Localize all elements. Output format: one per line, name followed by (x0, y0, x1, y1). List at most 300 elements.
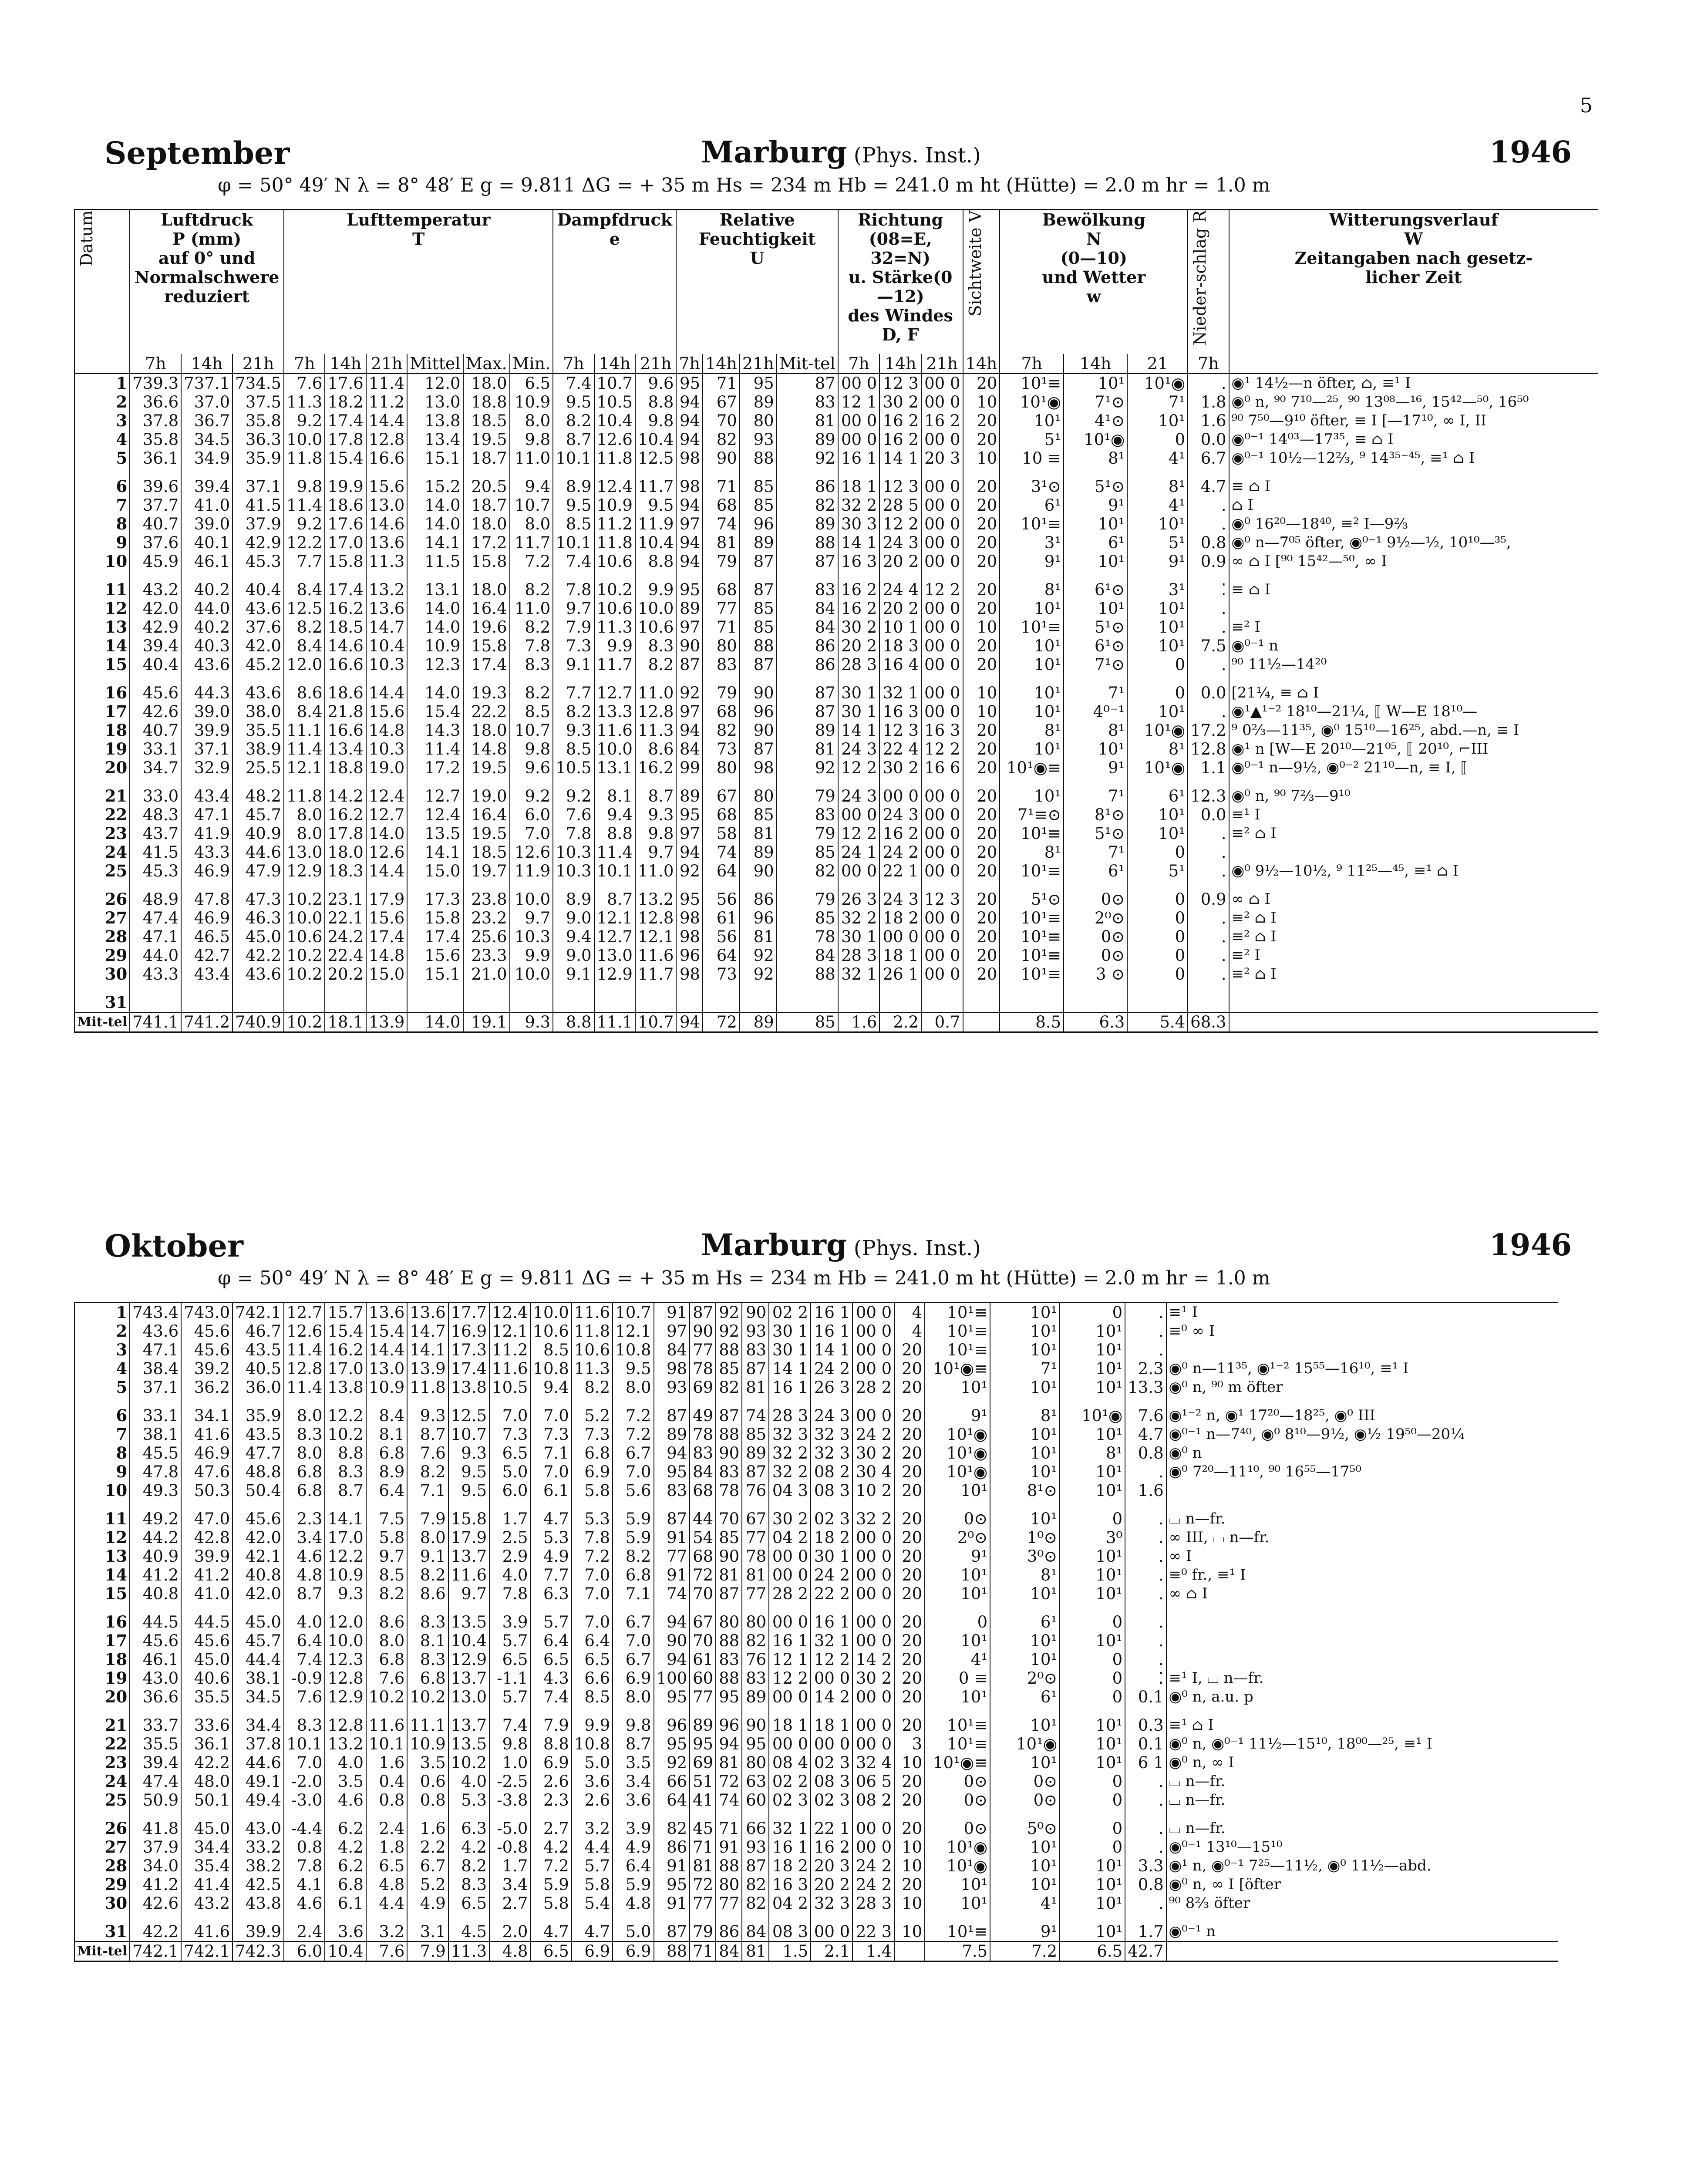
value-cell: 85 (740, 805, 777, 824)
value-cell: 2.3 (530, 1791, 571, 1819)
value-cell: 3 ⊙ (1064, 965, 1127, 993)
value-cell: 43.6 (130, 1322, 181, 1341)
value-cell: 10.6 (594, 552, 635, 580)
value-cell: 97 (676, 618, 703, 637)
value-cell: -4.4 (284, 1819, 325, 1838)
value-cell: 28 3 (838, 655, 880, 684)
value-cell: 14.8 (366, 946, 407, 965)
value-cell: 39.4 (130, 637, 181, 655)
station-parameters: φ = 50° 49′ N λ = 8° 48′ E g = 9.811 ΔG = + 35 m Hs = 234 m Hb = 241.0 m ht (Hütte) = 2.0 m hr = 1.0 m (218, 1267, 1270, 1289)
value-cell: 1.7 (489, 1510, 530, 1528)
value-cell: 42.8 (181, 1528, 232, 1547)
wind-header: Richtung (08=E, 32=N) u. Stärke(0—12) des Windes D, F (838, 210, 963, 354)
value-cell: 08 2 (811, 1463, 852, 1481)
value-cell: 10.5 (553, 758, 594, 787)
value-cell: 11.0 (635, 684, 676, 702)
value-cell: 4.6 (325, 1791, 366, 1819)
value-cell: 4.6 (284, 1547, 325, 1566)
value-cell: 30 1 (769, 1341, 811, 1359)
day-cell: 6 (74, 477, 130, 496)
value-cell: 63 (742, 1772, 769, 1791)
value-cell: 71 (703, 374, 740, 393)
value-cell: 9.5 (448, 1463, 489, 1481)
value-cell: 81 (716, 1753, 742, 1772)
value-cell: 9.8 (613, 1716, 654, 1735)
cloud-header: Bewölkung N (0—10) und Wetter w (1000, 210, 1188, 354)
value-cell: 10¹◉ (925, 1838, 990, 1857)
value-cell: 87 (654, 1922, 690, 1941)
value-cell: 87 (777, 374, 838, 393)
value-cell: 43.6 (232, 965, 284, 993)
value-cell: 22.4 (325, 946, 366, 965)
value-cell: 20 (894, 1650, 925, 1669)
value-cell: 7¹⊙ (1064, 655, 1127, 684)
value-cell: 7.2 (530, 1857, 571, 1875)
value-cell: 12.6 (594, 430, 635, 449)
value-cell: 10.5 (594, 393, 635, 411)
value-cell: 4¹⊙ (1064, 411, 1127, 430)
value-cell: 13.9 (407, 1359, 448, 1378)
mean-cell: 81 (742, 1941, 769, 1961)
value-cell: . (1125, 1528, 1166, 1547)
value-cell: 32 3 (811, 1894, 852, 1922)
value-cell: 5.9 (613, 1510, 654, 1528)
value-cell: 92 (654, 1753, 690, 1772)
value-cell: 68 (703, 805, 740, 824)
month-title: Oktober (104, 1228, 243, 1264)
value-cell: 30 3 (838, 515, 880, 533)
value-cell: 6¹ (990, 1613, 1060, 1631)
value-cell: 10¹ (925, 1481, 990, 1510)
value-cell: 11.1 (407, 1716, 448, 1735)
value-cell: 737.1 (181, 374, 232, 393)
value-cell: 11.8 (284, 449, 325, 477)
value-cell: 10¹≡ (925, 1716, 990, 1735)
value-cell: 13.6 (407, 1303, 448, 1322)
value-cell: 4.2 (448, 1838, 489, 1857)
time-header: 14h (594, 354, 635, 374)
value-cell: 16 1 (811, 1322, 852, 1341)
value-cell: 20 (963, 430, 1000, 449)
value-cell: 13.0 (366, 1359, 407, 1378)
value-cell: 39.4 (130, 1753, 181, 1772)
day-cell: 4 (74, 1359, 130, 1378)
value-cell: 20 (963, 552, 1000, 580)
value-cell (181, 993, 232, 1012)
value-cell: 12 1 (769, 1650, 811, 1669)
value-cell: 17.0 (325, 533, 366, 552)
day-cell: 24 (74, 843, 130, 862)
value-cell: 11.3 (635, 721, 676, 740)
value-cell: 0⊙ (990, 1791, 1060, 1819)
value-cell: 3.6 (325, 1922, 366, 1941)
value-cell: 36.0 (232, 1378, 284, 1406)
value-cell: 18.7 (463, 449, 510, 477)
value-cell: 12.9 (594, 965, 635, 993)
value-cell: 5¹ (1127, 862, 1188, 890)
value-cell: 10¹≡ (925, 1922, 990, 1941)
table-row (74, 1566, 1558, 1584)
value-cell: 00 0 (852, 1688, 894, 1716)
value-cell: 00 0 (852, 1528, 894, 1547)
value-cell: 16.9 (448, 1322, 489, 1341)
value-cell: 11.6 (594, 721, 635, 740)
value-cell: 9.5 (448, 1481, 489, 1510)
value-cell: 12.0 (325, 1613, 366, 1631)
value-cell: 3.9 (489, 1613, 530, 1631)
value-cell: 0 (1127, 890, 1188, 909)
value-cell: 16 1 (769, 1378, 811, 1406)
value-cell: 0.8 (1188, 533, 1229, 552)
value-cell: 10.5 (489, 1378, 530, 1406)
value-cell: 10.0 (510, 890, 553, 909)
value-cell (130, 993, 181, 1012)
day-cell: 31 (74, 1922, 130, 1941)
value-cell: 6.4 (530, 1631, 571, 1650)
value-cell: 30 2 (879, 393, 921, 411)
value-cell: 4.9 (407, 1894, 448, 1922)
value-cell: 10¹ (1064, 552, 1127, 580)
value-cell: 00 0 (852, 1735, 894, 1753)
value-cell: 13.7 (448, 1669, 489, 1688)
value-cell: 13.4 (407, 430, 463, 449)
value-cell: 18.5 (463, 411, 510, 430)
value-cell: 2.3 (1125, 1359, 1166, 1378)
value-cell: . (1188, 496, 1229, 515)
table-row (74, 909, 1598, 927)
value-cell: 10 (963, 684, 1000, 702)
value-cell: 35.9 (232, 449, 284, 477)
value-cell: 16 1 (838, 449, 880, 477)
value-cell: 24 2 (811, 1566, 852, 1584)
value-cell: 96 (676, 946, 703, 965)
value-cell: 13.5 (448, 1735, 489, 1753)
value-cell: 4.8 (613, 1894, 654, 1922)
value-cell: 12 3 (921, 890, 963, 909)
value-cell: 47.1 (181, 805, 232, 824)
value-cell: 20 (894, 1772, 925, 1791)
value-cell: 4.5 (448, 1922, 489, 1941)
value-cell: 40.2 (181, 580, 232, 599)
value-cell: 89 (777, 430, 838, 449)
value-cell: 90 (676, 637, 703, 655)
value-cell: 4.4 (572, 1838, 613, 1857)
value-cell: 24 2 (852, 1425, 894, 1444)
value-cell: 6¹ (1064, 533, 1127, 552)
table-row (74, 1444, 1558, 1463)
value-cell: 00 0 (769, 1735, 811, 1753)
value-cell: 46.1 (130, 1650, 181, 1669)
value-cell: 6.6 (572, 1669, 613, 1688)
value-cell: 81 (777, 411, 838, 430)
mean-cell: 9.3 (510, 1012, 553, 1032)
day-cell: 12 (74, 599, 130, 618)
value-cell: 10.2 (407, 1688, 448, 1716)
value-cell: 11.0 (510, 599, 553, 618)
value-cell: 7.0 (489, 1406, 530, 1425)
value-cell: 69 (690, 1753, 716, 1772)
value-cell: 00 0 (921, 927, 963, 946)
value-cell: 8¹⊙ (990, 1481, 1060, 1510)
value-cell (232, 993, 284, 1012)
value-cell: 8.9 (366, 1463, 407, 1481)
time-header: 14h (181, 354, 232, 374)
value-cell: 20 (963, 655, 1000, 684)
value-cell: 19.0 (463, 787, 510, 805)
value-cell: 43.8 (232, 1894, 284, 1922)
value-cell: 20 (963, 515, 1000, 533)
value-cell: 7.7 (530, 1566, 571, 1584)
value-cell: 8.3 (407, 1650, 448, 1669)
value-cell: 12.4 (489, 1303, 530, 1322)
value-cell: 14.0 (407, 515, 463, 533)
value-cell: 23.3 (463, 946, 510, 965)
value-cell: 6.8 (366, 1650, 407, 1669)
time-header: 14h (703, 354, 740, 374)
mean-cell: 84 (716, 1941, 742, 1961)
value-cell: 82 (716, 1378, 742, 1406)
day-cell: 29 (74, 946, 130, 965)
value-cell: 20 (963, 946, 1000, 965)
weather-cell: ≡¹ I (1229, 805, 1598, 824)
value-cell: 10¹≡ (1000, 909, 1064, 927)
value-cell: 47.4 (130, 1772, 181, 1791)
value-cell: 16 1 (769, 1631, 811, 1650)
value-cell: 6.5 (489, 1444, 530, 1463)
value-cell: 12 2 (769, 1669, 811, 1688)
value-cell: 34.7 (130, 758, 181, 787)
value-cell: 10¹ (1060, 1463, 1125, 1481)
value-cell: 8.3 (407, 1613, 448, 1631)
value-cell: 9.5 (553, 496, 594, 515)
weather-cell: ≡⁰ fr., ≡¹ I (1166, 1566, 1558, 1584)
value-cell: 85 (716, 1359, 742, 1378)
observation-table (74, 209, 1598, 1033)
value-cell: 4.2 (325, 1838, 366, 1857)
value-cell: 87 (716, 1584, 742, 1613)
value-cell: 6.4 (613, 1857, 654, 1875)
value-cell: 77 (690, 1341, 716, 1359)
value-cell: 43.6 (232, 599, 284, 618)
mean-row (74, 1012, 1598, 1032)
value-cell: 9.2 (284, 411, 325, 430)
value-cell: 2.7 (530, 1819, 571, 1838)
value-cell: 2.4 (366, 1819, 407, 1838)
table-row (74, 1322, 1558, 1341)
value-cell: 49.2 (130, 1510, 181, 1528)
value-cell: 5.9 (530, 1875, 571, 1894)
value-cell: 10¹≡ (1000, 374, 1064, 393)
value-cell: 89 (740, 393, 777, 411)
value-cell: 20 2 (811, 1875, 852, 1894)
value-cell: 14.6 (366, 515, 407, 533)
table-row (74, 1688, 1558, 1716)
value-cell: 9¹ (1064, 496, 1127, 515)
value-cell: 12.7 (594, 927, 635, 946)
value-cell: 32 3 (769, 1425, 811, 1444)
value-cell: 12.6 (510, 843, 553, 862)
value-cell: 86 (716, 1922, 742, 1941)
weather-cell: ∞ ⌂ I (1229, 890, 1598, 909)
value-cell: 12.8 (366, 430, 407, 449)
value-cell: 7.0 (510, 824, 553, 843)
value-cell: 35.8 (232, 411, 284, 430)
value-cell: 45.6 (181, 1341, 232, 1359)
value-cell: 40.8 (232, 1566, 284, 1584)
value-cell: 41.2 (130, 1875, 181, 1894)
value-cell: 11.5 (407, 552, 463, 580)
value-cell: 12.3 (407, 655, 463, 684)
value-cell: 24 3 (838, 740, 880, 758)
value-cell: 64 (703, 946, 740, 965)
value-cell: 3.4 (489, 1875, 530, 1894)
value-cell: 47.3 (232, 890, 284, 909)
value-cell: 11.7 (594, 655, 635, 684)
value-cell: 00 0 (852, 1838, 894, 1857)
pressure-header: Luftdruck P (mm) auf 0° und Normalschwere reduziert (130, 210, 284, 354)
value-cell: 33.2 (232, 1838, 284, 1857)
value-cell: 0.3 (1125, 1716, 1166, 1735)
value-cell: 10 ≡ (1000, 449, 1064, 477)
table-row (74, 393, 1598, 411)
value-cell: 82 (742, 1894, 769, 1922)
day-cell: 30 (74, 1894, 130, 1922)
value-cell: 43.6 (232, 684, 284, 702)
weather-cell: ◉⁰ 9½—10½, ⁹ 11²⁵—⁴⁵, ≡¹ ⌂ I (1229, 862, 1598, 890)
value-cell: 20 (963, 805, 1000, 824)
value-cell: 91 (654, 1857, 690, 1875)
time-header: 21h (366, 354, 407, 374)
value-cell: 37.8 (232, 1735, 284, 1753)
value-cell: 9.9 (510, 946, 553, 965)
table-row (74, 805, 1598, 824)
value-cell: 18.5 (463, 843, 510, 862)
value-cell: 17.0 (325, 1359, 366, 1378)
table-row (74, 702, 1598, 721)
value-cell: 8.7 (594, 890, 635, 909)
value-cell: 00 0 (838, 374, 880, 393)
value-cell: 00 0 (852, 1819, 894, 1838)
value-cell: 0 ≡ (925, 1669, 990, 1688)
weather-cell: ◉⁰ n, ⁹⁰ 7¹⁰—²⁵, ⁹⁰ 13⁰⁸—¹⁶, 15⁴²—⁵⁰, 16⁵⁰ (1229, 393, 1598, 411)
mean-cell: 1.5 (769, 1941, 811, 1961)
value-cell: 30 2 (852, 1669, 894, 1688)
value-cell: 4 (894, 1303, 925, 1322)
time-header: 21h (232, 354, 284, 374)
value-cell: -0.9 (284, 1669, 325, 1688)
value-cell: 10.7 (448, 1425, 489, 1444)
value-cell: 0 (1127, 909, 1188, 927)
value-cell: 47.8 (130, 1463, 181, 1481)
value-cell: 24 4 (879, 580, 921, 599)
value-cell: 85 (777, 909, 838, 927)
value-cell: 32 1 (769, 1819, 811, 1838)
value-cell: 10.8 (530, 1359, 571, 1378)
value-cell: 17.9 (366, 890, 407, 909)
value-cell: 9.7 (510, 909, 553, 927)
value-cell: 0.9 (1188, 890, 1229, 909)
value-cell: 10¹ (990, 1341, 1060, 1359)
value-cell: 24 3 (879, 890, 921, 909)
value-cell: 00 0 (921, 533, 963, 552)
value-cell: 10¹ (1060, 1566, 1125, 1584)
value-cell: 5¹⊙ (1000, 890, 1064, 909)
value-cell: 0 (1060, 1650, 1125, 1669)
value-cell: 39.0 (181, 515, 232, 533)
value-cell: 13.6 (366, 1303, 407, 1322)
value-cell: 83 (742, 1341, 769, 1359)
value-cell: 40.5 (232, 1359, 284, 1378)
value-cell: 02 3 (811, 1510, 852, 1528)
value-cell: 00 0 (769, 1566, 811, 1584)
value-cell: 23.8 (463, 890, 510, 909)
table-row (74, 477, 1598, 496)
value-cell: 14.0 (407, 496, 463, 515)
value-cell: 19.5 (463, 758, 510, 787)
value-cell: 10.4 (366, 637, 407, 655)
value-cell: 79 (777, 787, 838, 805)
value-cell: 78 (716, 1481, 742, 1510)
value-cell: 0 (1127, 927, 1188, 946)
value-cell: 20 (894, 1481, 925, 1510)
value-cell: 16 2 (879, 411, 921, 430)
table-row (74, 862, 1598, 890)
value-cell: 14.0 (407, 618, 463, 637)
value-cell: 47.1 (130, 1341, 181, 1359)
value-cell: 88 (716, 1425, 742, 1444)
value-cell: 33.0 (130, 787, 181, 805)
value-cell: 743.0 (181, 1303, 232, 1322)
value-cell: 72 (716, 1772, 742, 1791)
value-cell: 9.8 (635, 411, 676, 430)
value-cell: 3.6 (613, 1791, 654, 1819)
value-cell: 8.0 (510, 515, 553, 533)
value-cell: 7.3 (489, 1425, 530, 1444)
value-cell: 93 (742, 1838, 769, 1857)
value-cell: 10 (963, 449, 1000, 477)
value-cell: 10.4 (594, 411, 635, 430)
value-cell: 20 2 (838, 637, 880, 655)
value-cell: 51 (690, 1772, 716, 1791)
value-cell: 18 2 (811, 1528, 852, 1547)
value-cell: 8.2 (407, 1566, 448, 1584)
value-cell: 10¹ (925, 1584, 990, 1613)
value-cell: 00 0 (769, 1547, 811, 1566)
value-cell: 6.5 (510, 374, 553, 393)
value-cell: 16.4 (463, 599, 510, 618)
value-cell: 96 (740, 515, 777, 533)
value-cell: 70 (690, 1631, 716, 1650)
table-row (74, 993, 1598, 1012)
value-cell: -0.8 (489, 1838, 530, 1857)
value-cell: 02 3 (769, 1791, 811, 1819)
day-cell: 11 (74, 1510, 130, 1528)
value-cell: 11.4 (284, 740, 325, 758)
value-cell (463, 993, 510, 1012)
value-cell: 45.9 (130, 552, 181, 580)
value-cell: 10¹ (1000, 684, 1064, 702)
value-cell: 54 (690, 1528, 716, 1547)
value-cell: 83 (777, 805, 838, 824)
value-cell: 8.3 (635, 637, 676, 655)
value-cell: 11.6 (572, 1303, 613, 1322)
value-cell: . (1125, 1772, 1166, 1791)
value-cell: 8.8 (594, 824, 635, 843)
value-cell: 0 (1127, 843, 1188, 862)
value-cell: 11.7 (510, 533, 553, 552)
value-cell: 30 2 (852, 1444, 894, 1463)
value-cell: 94 (654, 1444, 690, 1463)
